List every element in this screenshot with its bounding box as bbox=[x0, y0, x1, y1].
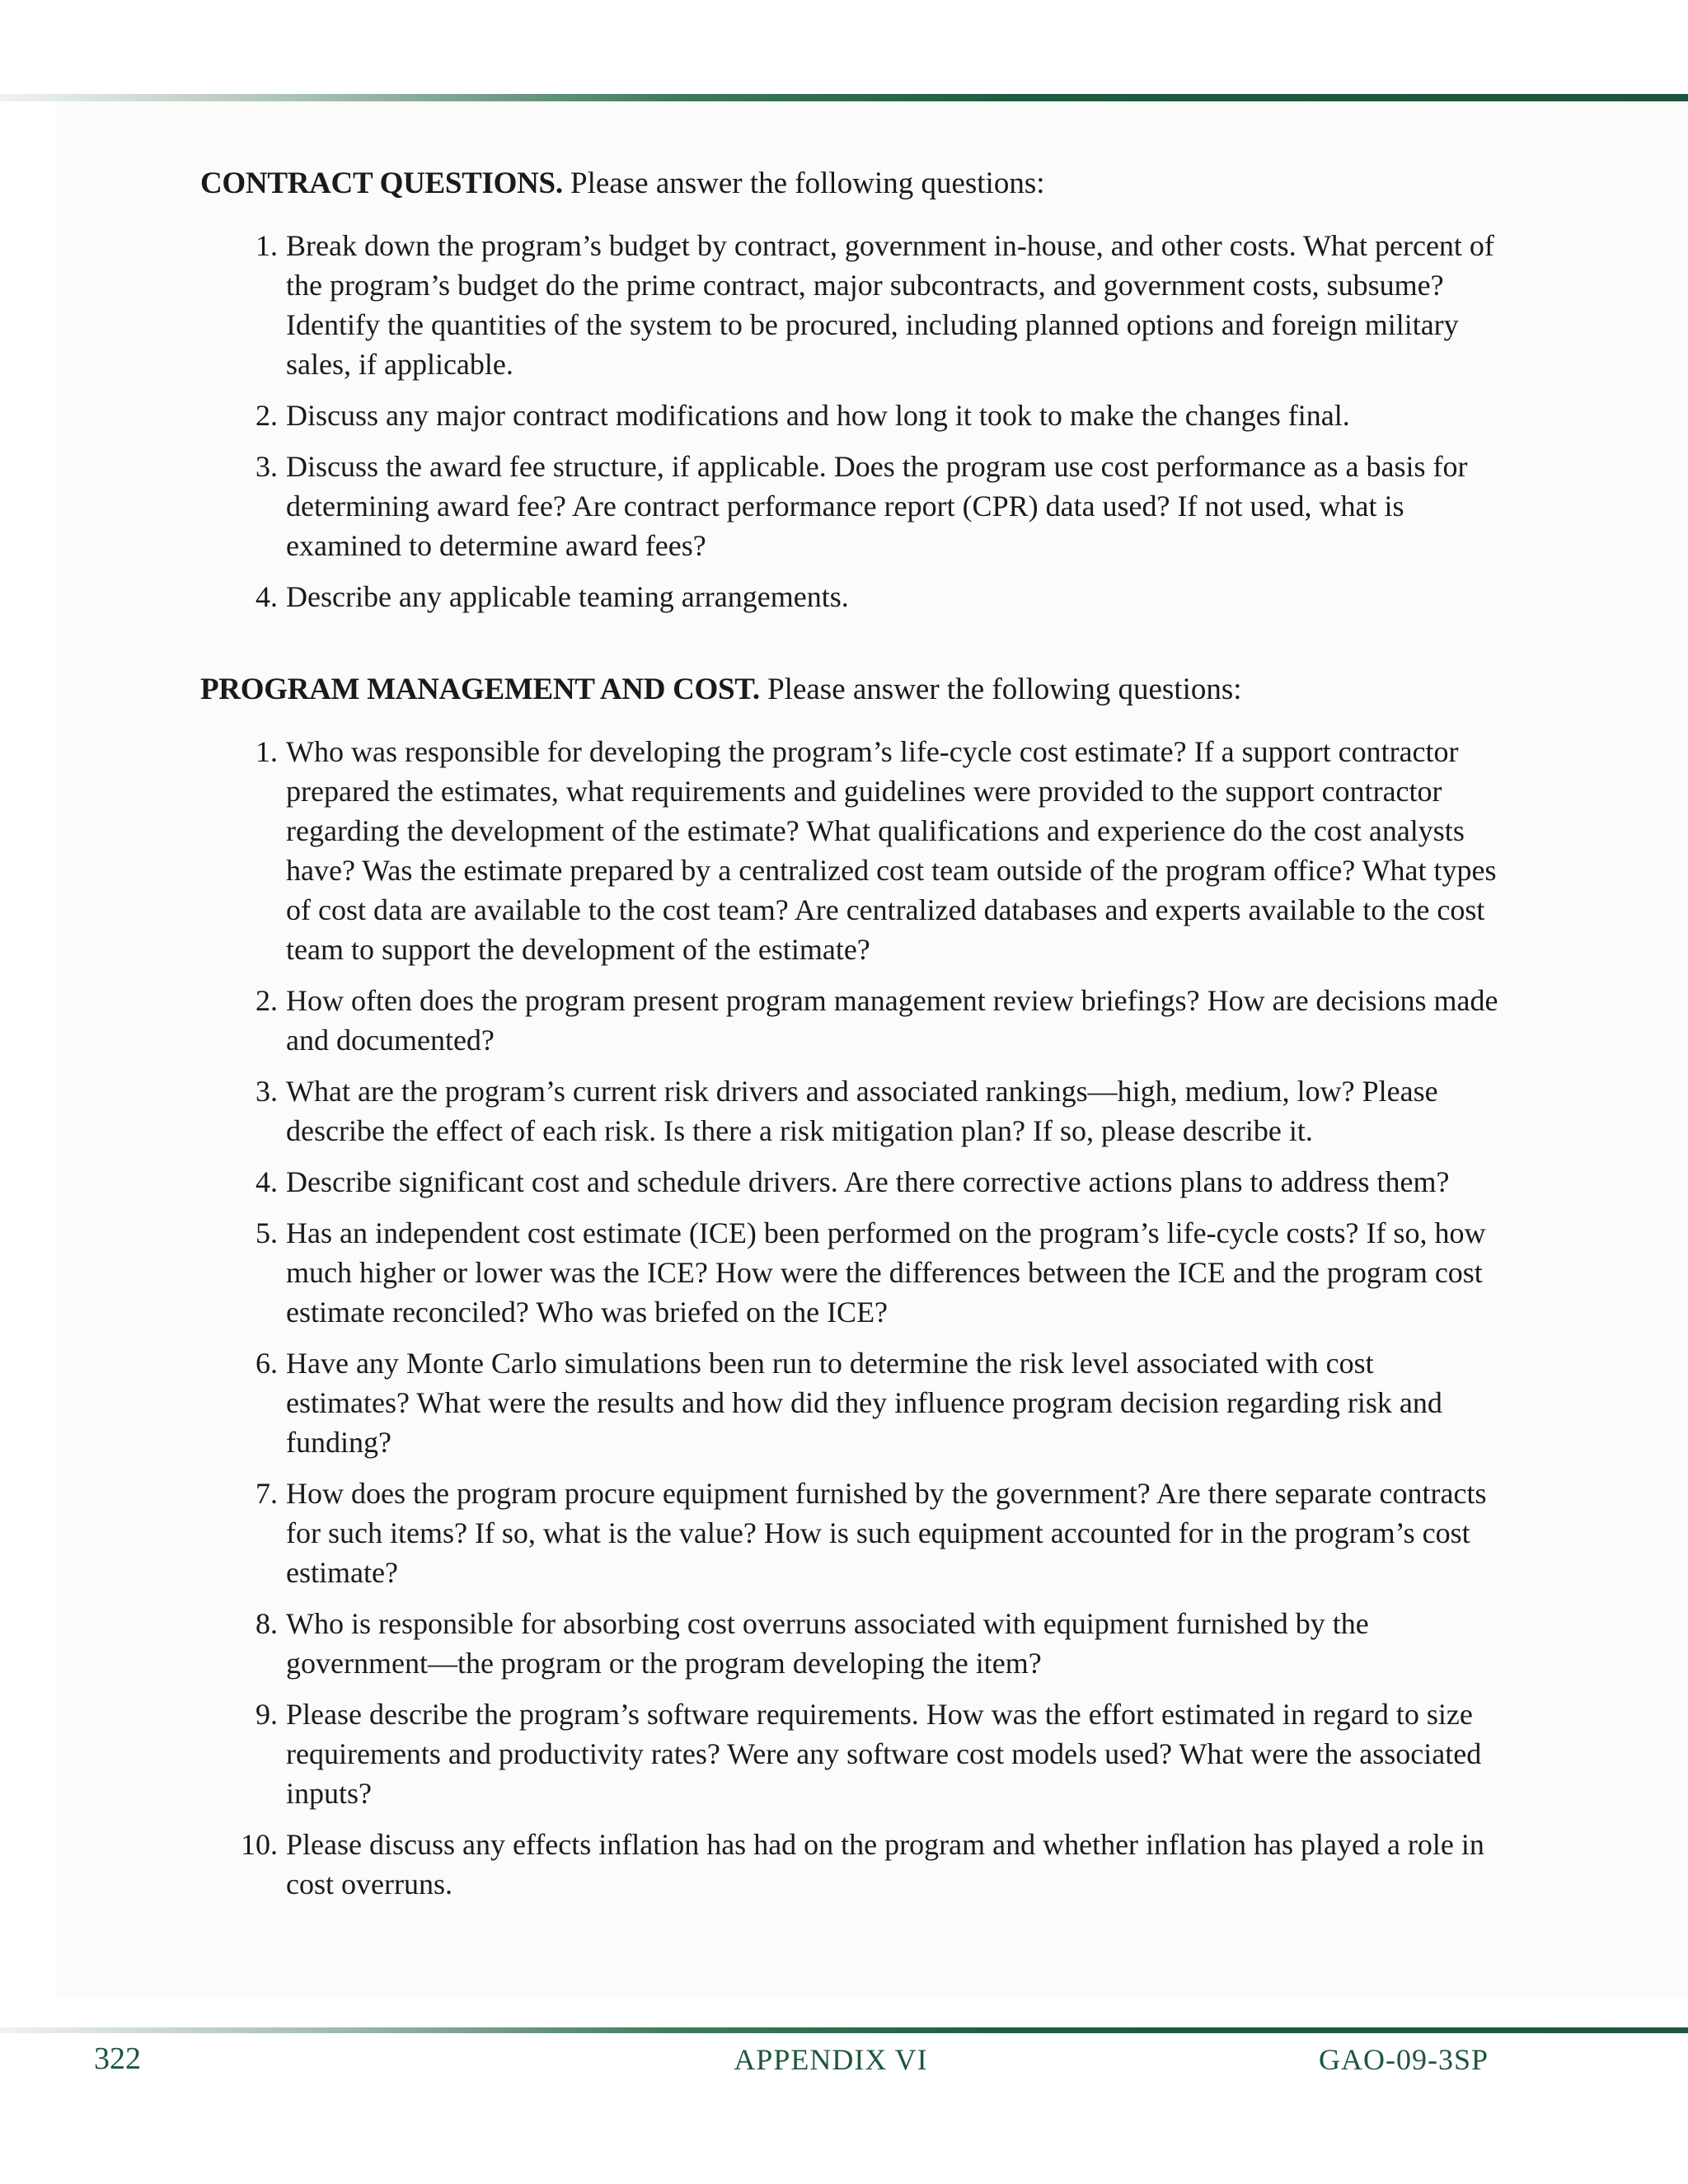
section-spacer bbox=[200, 628, 1503, 669]
list-item bbox=[200, 981, 1503, 1060]
item-number: 10. bbox=[241, 1828, 278, 1861]
item-text: Have any Monte Carlo simulations been run to determine the risk level associated with cost estimates? What were the results and how did they influence program decision regarding risk and funding? bbox=[286, 1347, 1442, 1459]
list-item bbox=[200, 1213, 1503, 1332]
list-item bbox=[200, 1474, 1503, 1592]
list-item bbox=[200, 1162, 1503, 1202]
item-text: How often does the program present program management review briefings? How are decisions made and documented? bbox=[286, 984, 1498, 1057]
item-text: Discuss the award fee structure, if applicable. Does the program use cost performance as a basis for determining award fee? Are contract performance report (CPR) data used? If not used, what is examined to determine award fees? bbox=[286, 450, 1468, 562]
item-number: 4. bbox=[256, 1165, 278, 1198]
document-id: GAO-09-3SP bbox=[1318, 2043, 1489, 2076]
item-text: Describe any applicable teaming arrangements. bbox=[286, 580, 849, 613]
program-section-heading bbox=[200, 669, 1503, 710]
item-text: What are the program’s current risk drivers and associated rankings—high, medium, low? Please describe the effect of each risk. Is there a risk mitigation plan? If so, please describe it. bbox=[286, 1075, 1438, 1147]
item-number: 6. bbox=[256, 1347, 278, 1380]
item-number: 1. bbox=[256, 735, 278, 768]
list-item bbox=[200, 577, 1503, 616]
contract-section-heading bbox=[200, 163, 1503, 204]
item-number: 2. bbox=[256, 984, 278, 1017]
contract-heading-label: CONTRACT QUESTIONS. bbox=[200, 166, 563, 200]
page-number: 322 bbox=[94, 2041, 141, 2076]
item-number: 2. bbox=[256, 399, 278, 432]
list-item bbox=[200, 732, 1503, 969]
list-item bbox=[200, 226, 1503, 384]
item-number: 9. bbox=[256, 1698, 278, 1731]
program-heading-label: PROGRAM MANAGEMENT AND COST. bbox=[200, 673, 760, 706]
header-rule bbox=[0, 94, 1688, 101]
program-heading-intro: Please answer the following questions: bbox=[759, 673, 1242, 706]
item-number: 8. bbox=[256, 1607, 278, 1640]
item-text: How does the program procure equipment furnished by the government? Are there separate contracts for such items? If so, what is the value? How is such equipment accounted for in the program’s cost estimate? bbox=[286, 1477, 1487, 1589]
item-number: 4. bbox=[256, 580, 278, 613]
list-item bbox=[200, 1694, 1503, 1813]
contract-heading-intro: Please answer the following questions: bbox=[562, 166, 1045, 200]
list-item bbox=[200, 1071, 1503, 1151]
item-number: 7. bbox=[256, 1477, 278, 1510]
contract-questions-list bbox=[200, 226, 1503, 616]
list-item bbox=[200, 1825, 1503, 1904]
item-number: 3. bbox=[256, 1075, 278, 1108]
page-content bbox=[200, 163, 1503, 1915]
item-text: Break down the program’s budget by contract, government in-house, and other costs. What percent of the program’s budget do the prime contract, major subcontracts, and government costs, subsume? Identify the quantities of the system to be procured, including planned options and foreign military sales, if applicable. bbox=[286, 229, 1494, 381]
item-text: Describe significant cost and schedule drivers. Are there corrective actions plans to address them? bbox=[286, 1165, 1450, 1198]
item-number: 1. bbox=[256, 229, 278, 262]
item-number: 5. bbox=[256, 1216, 278, 1249]
program-questions-list bbox=[200, 732, 1503, 1904]
list-item bbox=[200, 1604, 1503, 1683]
item-text: Discuss any major contract modifications and how long it took to make the changes final. bbox=[286, 399, 1350, 432]
footer-rule bbox=[0, 2027, 1688, 2033]
item-text: Please discuss any effects inflation has had on the program and whether inflation has played a role in cost overruns. bbox=[286, 1828, 1484, 1900]
list-item bbox=[200, 1343, 1503, 1462]
item-text: Who was responsible for developing the program’s life-cycle cost estimate? If a support contractor prepared the estimates, what requirements and guidelines were provided to the support contractor regarding the development of the estimate? What qualifications and experience do the cost analysts have? Was the estimate prepared by a centralized cost team outside of the program office? What types of cost data are available to the cost team? Are centralized databases and experts available to the cost team to support the development of the estimate? bbox=[286, 735, 1497, 966]
item-text: Please describe the program’s software requirements. How was the effort estimated in regard to size requirements and productivity rates? Were any software cost models used? What were the associated inputs? bbox=[286, 1698, 1482, 1810]
item-text: Has an independent cost estimate (ICE) been performed on the program’s life-cycle costs? If so, how much higher or lower was the ICE? How were the differences between the ICE and the program cost estimate reconciled? Who was briefed on the ICE? bbox=[286, 1216, 1486, 1329]
list-item bbox=[200, 396, 1503, 435]
appendix-label: APPENDIX VI bbox=[734, 2043, 928, 2076]
item-number: 3. bbox=[256, 450, 278, 483]
list-item bbox=[200, 447, 1503, 565]
item-text: Who is responsible for absorbing cost overruns associated with equipment furnished by the government—the program or the program developing the item? bbox=[286, 1607, 1369, 1680]
